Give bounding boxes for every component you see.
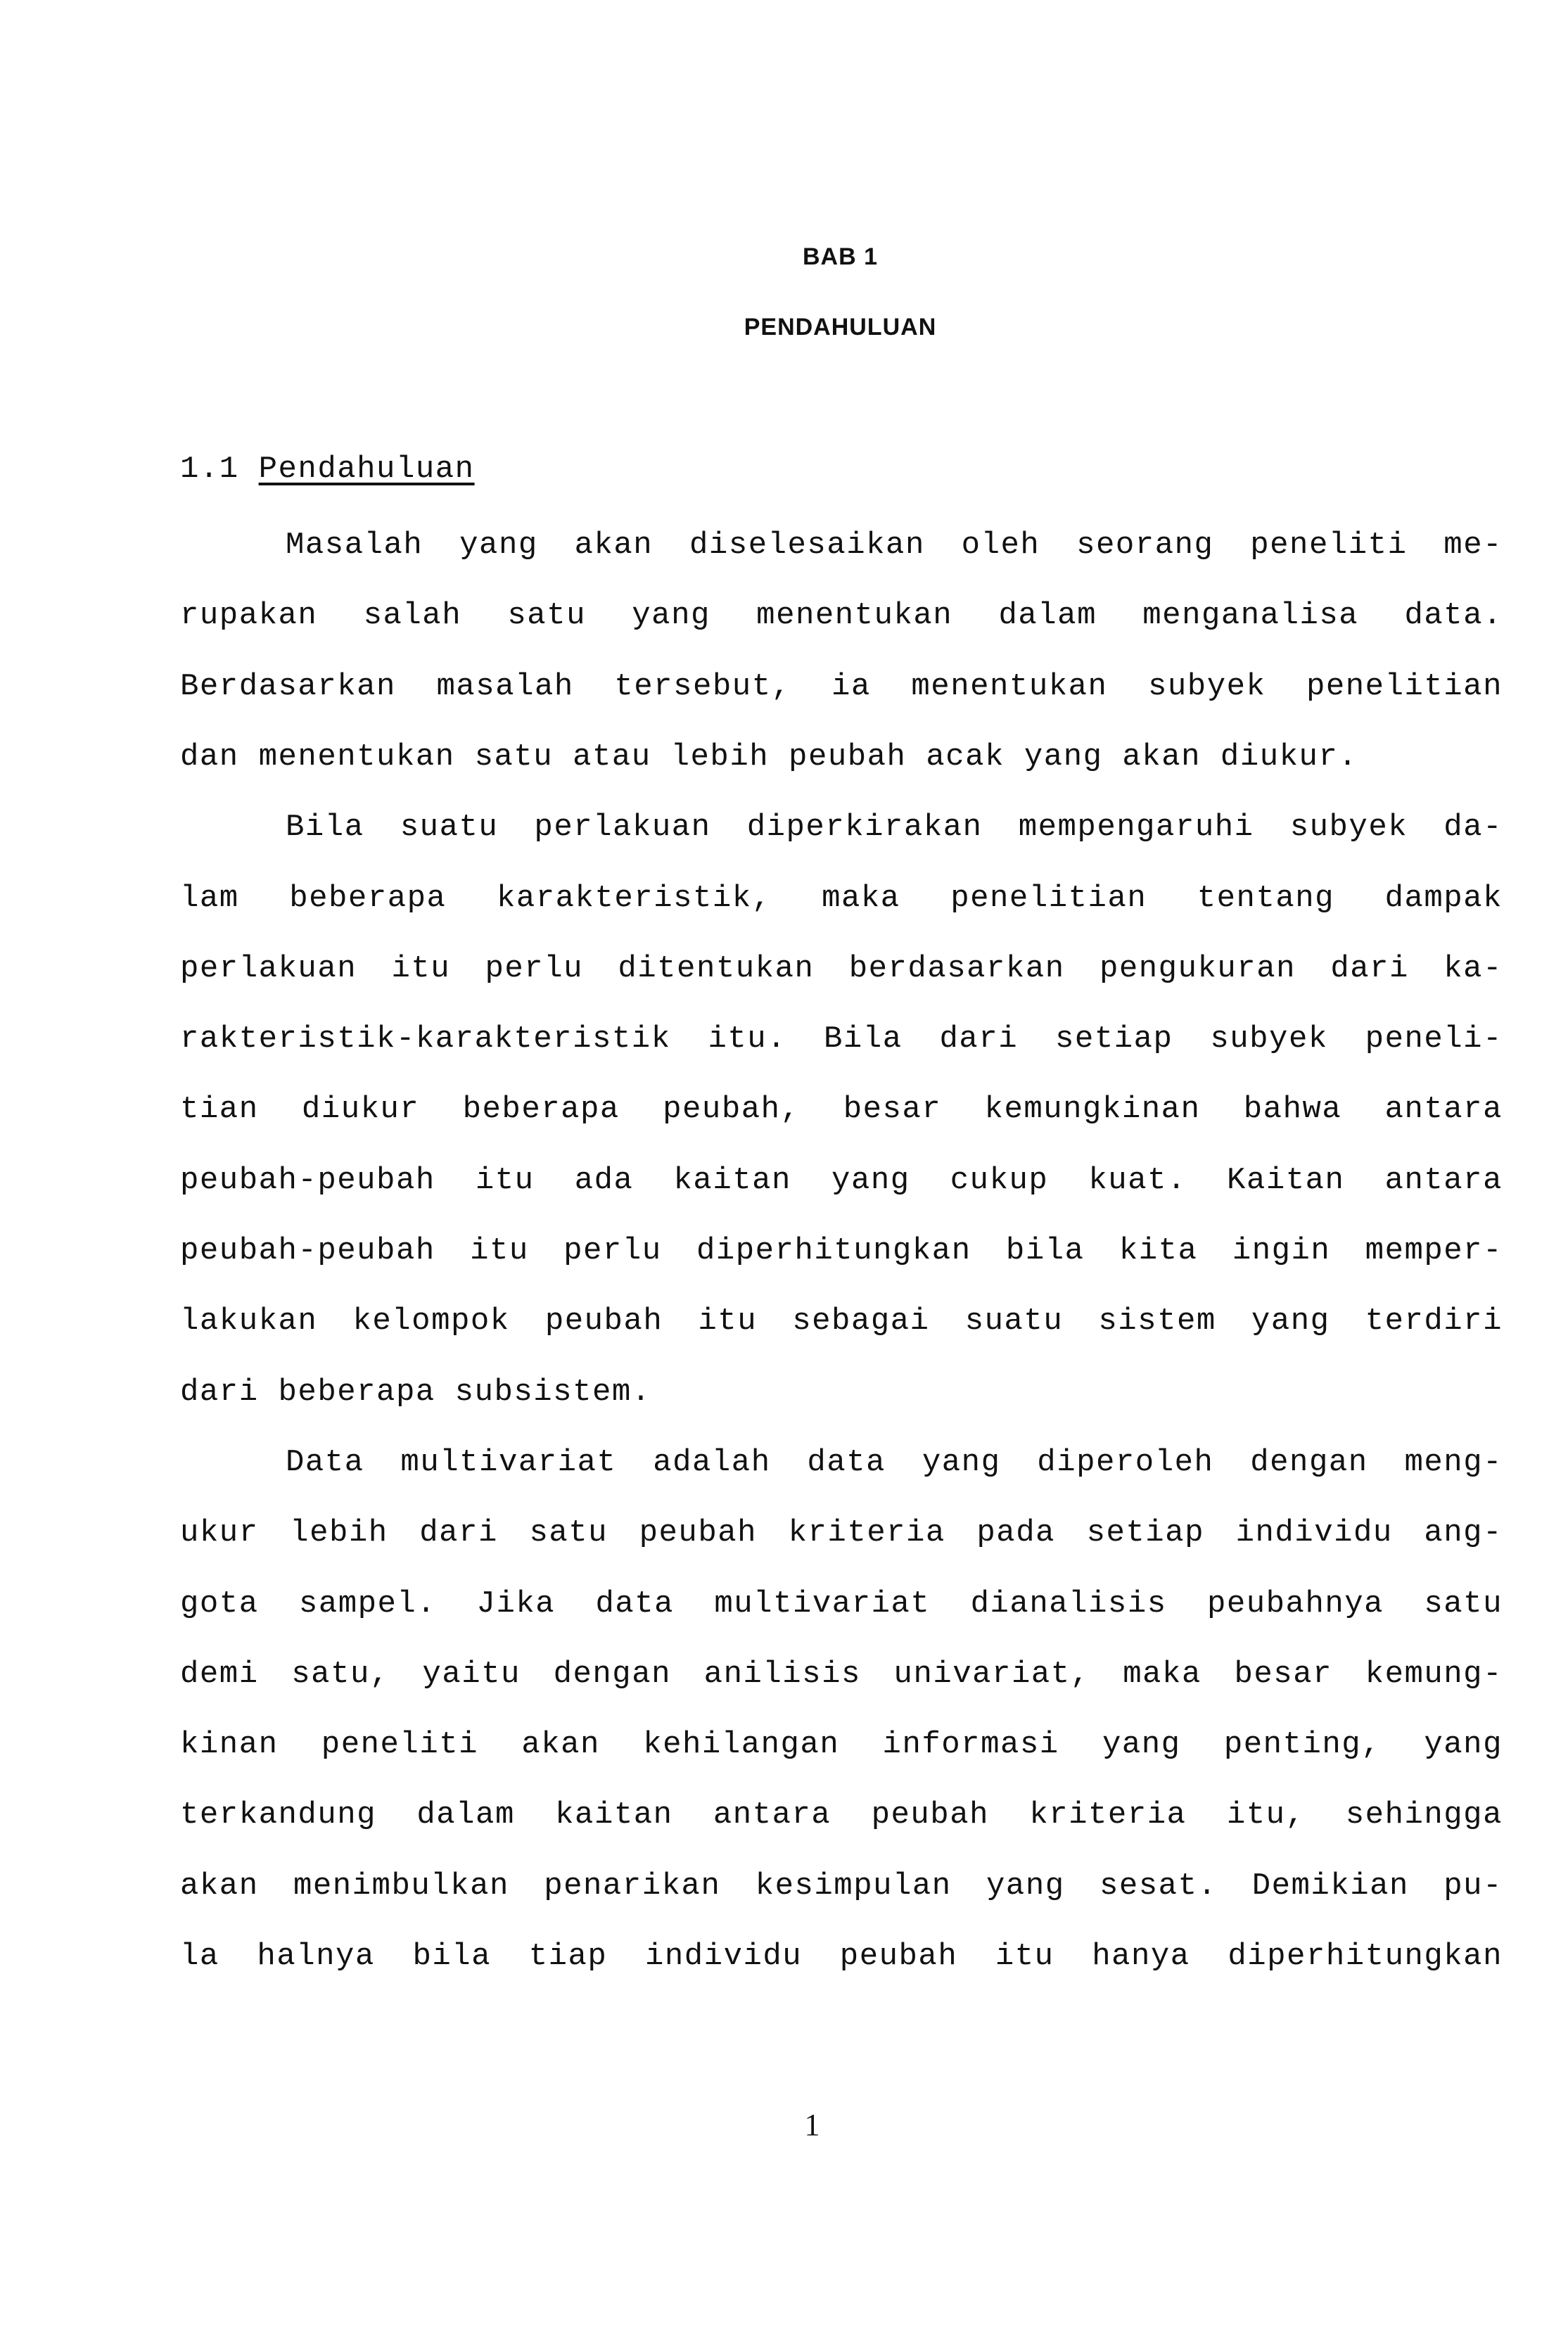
chapter-title: PENDAHULUAN <box>744 314 937 340</box>
body-line: tian diukur beberapa peubah, besar kemungkinan bahwa antara <box>180 1092 1503 1128</box>
body-line: Data multivariat adalah data yang diperoleh dengan meng- <box>286 1444 1503 1480</box>
body-line: akan menimbulkan penarikan kesimpulan yang sesat. Demikian pu- <box>180 1868 1503 1904</box>
body-line: Masalah yang akan diselesaikan oleh seorang peneliti me- <box>286 528 1503 563</box>
body-line: kinan peneliti akan kehilangan informasi yang penting, yang <box>180 1727 1503 1763</box>
body-line: lakukan kelompok peubah itu sebagai suatu sistem yang terdiri <box>180 1304 1503 1339</box>
body-line: gota sampel. Jika data multivariat dianalisis peubahnya satu <box>180 1586 1503 1622</box>
body-line: ukur lebih dari satu peubah kriteria pada setiap individu ang- <box>180 1515 1503 1551</box>
body-line: dari beberapa subsistem. <box>180 1374 651 1410</box>
section-title: Pendahuluan <box>258 452 475 487</box>
body-line: rakteristik-karakteristik itu. Bila dari setiap subyek peneli- <box>180 1021 1503 1057</box>
body-line: rupakan salah satu yang menentukan dalam menganalisa data. <box>180 598 1503 634</box>
section-heading <box>180 452 475 487</box>
page-number: 1 <box>804 2108 820 2142</box>
body-line: perlakuan itu perlu ditentukan berdasarkan pengukuran dari ka- <box>180 950 1503 986</box>
body-line: terkandung dalam kaitan antara peubah kriteria itu, sehingga <box>180 1797 1503 1833</box>
body-line: peubah-peubah itu perlu diperhitungkan bila kita ingin memper- <box>180 1233 1503 1268</box>
body-line: Bila suatu perlakuan diperkirakan mempengaruhi subyek da- <box>286 810 1503 846</box>
chapter-number: BAB 1 <box>802 243 879 270</box>
section-number: 1.1 <box>180 452 239 487</box>
body-line: dan menentukan satu atau lebih peubah acak yang akan diukur. <box>180 739 1358 775</box>
body-line: demi satu, yaitu dengan anilisis univariat, maka besar kemung- <box>180 1656 1503 1692</box>
body-line: Berdasarkan masalah tersebut, ia menentukan subyek penelitian <box>180 668 1503 704</box>
body-line: peubah-peubah itu ada kaitan yang cukup kuat. Kaitan antara <box>180 1162 1503 1198</box>
body-line: la halnya bila tiap individu peubah itu hanya diperhitungkan <box>180 1939 1503 1974</box>
body-line: lam beberapa karakteristik, maka penelitian tentang dampak <box>180 880 1503 916</box>
